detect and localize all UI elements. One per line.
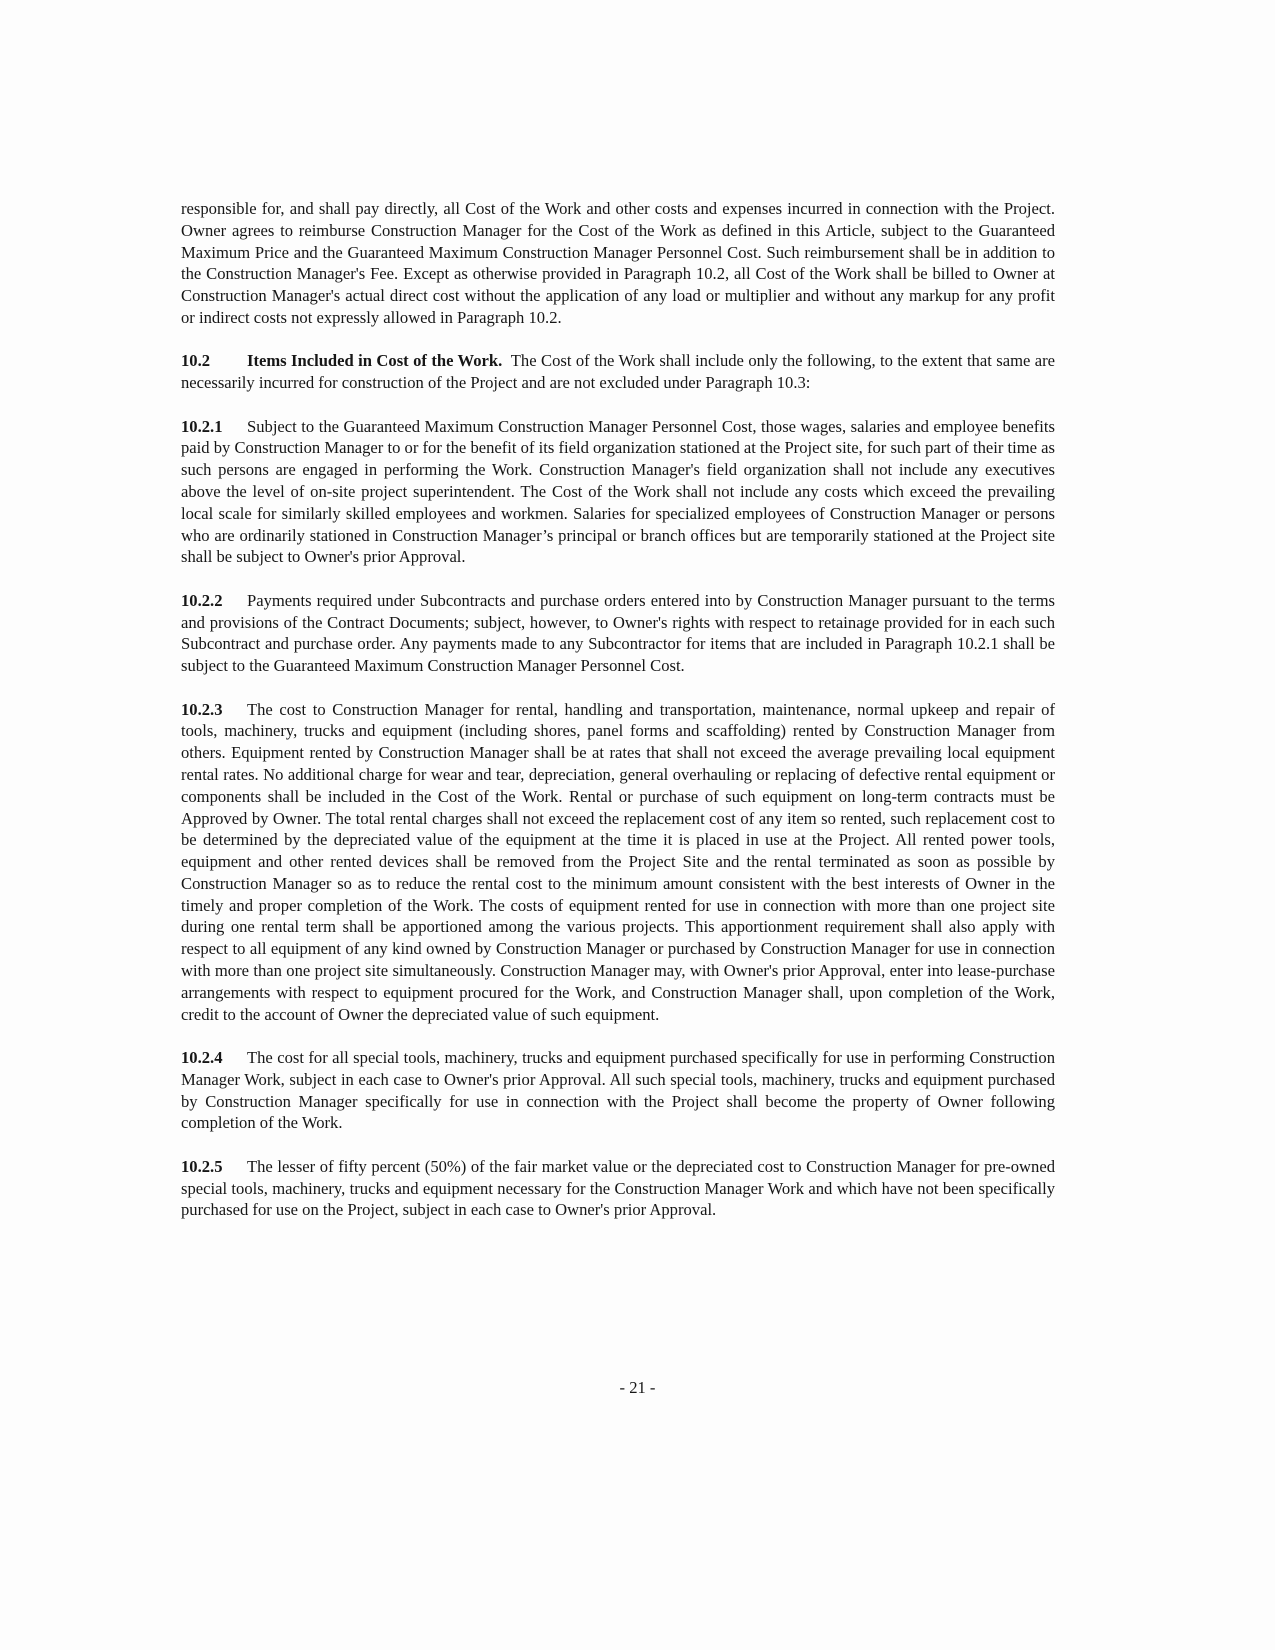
paragraph-10-2-2 xyxy=(181,590,1055,677)
paragraph-text: responsible for, and shall pay directly, all Cost of the Work and other costs and expenses incurred in connection with the Project. Owner agrees to reimburse Construction Manager for the Cost of the Work as defined in this Article, subject to the Guaranteed Maximum Price and the Guaranteed Maximum Construction Manager Personnel Cost. Such reimbursement shall be in addition to the Construction Manager's Fee. Except as otherwise provided in Paragraph 10.2, all Cost of the Work shall be billed to Owner at Construction Manager's actual direct cost without the application of any load or multiplier and without any markup for any profit or indirect costs not expressly allowed in Paragraph 10.2. xyxy=(181,199,1055,327)
paragraph-text: The lesser of fifty percent (50%) of the fair market value or the depreciated cost to Construction Manager for pre-owned special tools, machinery, trucks and equipment necessary for the Construction Manager Work and which have not been specifically purchased for use on the Project, subject in each case to Owner's prior Approval. xyxy=(181,1156,1055,1220)
paragraph-10-2-1 xyxy=(181,416,1055,569)
page-number: - 21 - xyxy=(619,1378,656,1397)
section-number: 10.2.4 xyxy=(181,1048,223,1068)
paragraph-10-2-4 xyxy=(181,1047,1055,1134)
section-number: 10.2.1 xyxy=(181,416,223,436)
paragraph-text: Subject to the Guaranteed Maximum Construction Manager Personnel Cost, those wages, salaries and employee benefits paid by Construction Manager to or for the benefit of its field organization stationed at the Project site, for such part of their time as such persons are engaged in performing the Work. Construction Manager's field organization shall not include any executives above the level of on-site project superintendent. The Cost of the Work shall not include any costs which exceed the prevailing local scale for similarly skilled employees and workmen. Salaries for specialized employees of Construction Manager or persons who are ordinarily stationed in Construction Manager’s principal or branch offices but are temporarily stationed at the Project site shall be subject to Owner's prior Approval. xyxy=(181,416,1055,567)
section-number: 10.2.3 xyxy=(181,699,223,719)
paragraph-10-2-3 xyxy=(181,699,1055,1026)
paragraph-text: The Cost of the Work shall include only the following, to the extent that same are necessarily incurred for construction of the Project and are not excluded under Paragraph 10.3: xyxy=(181,351,1056,393)
section-number: 10.2.5 xyxy=(181,1156,223,1176)
paragraph-text: The cost for all special tools, machinery, trucks and equipment purchased specifically for use in performing Construction Manager Work, subject in each case to Owner's prior Approval. All such special tools, machinery, trucks and equipment purchased by Construction Manager specifically for use in connection with the Project shall become the property of Owner following completion of the Work. xyxy=(181,1048,1055,1133)
paragraph-10-2-5 xyxy=(181,1156,1055,1221)
section-number: 10.2.2 xyxy=(181,590,223,610)
section-number: 10.2 xyxy=(181,351,211,371)
paragraph-10-2 xyxy=(181,350,1055,394)
document-body xyxy=(181,198,1055,1243)
paragraph-continuation xyxy=(181,198,1055,329)
section-heading: Items Included in Cost of the Work. xyxy=(247,351,503,371)
paragraph-text: The cost to Construction Manager for rental, handling and transportation, maintenance, normal upkeep and repair of tools, machinery, trucks and equipment (including shores, panel forms and scaffolding) rented by Construction Manager from others. Equipment rented by Construction Manager shall be at rates that shall not exceed the average prevailing local equipment rental rates. No additional charge for wear and tear, depreciation, general overhauling or replacing of defective rental equipment or components shall be included in the Cost of the Work. Rental or purchase of such equipment on long-term contracts must be Approved by Owner. The total rental charges shall not exceed the replacement cost of any item so rented, such replacement cost to be determined by the depreciated value of the equipment at the time it is placed in use at the Project. All rented power tools, equipment and other rented devices shall be removed from the Project Site and the rental terminated as soon as possible by Construction Manager so as to reduce the rental cost to the minimum amount consistent with the best interests of Owner in the timely and proper completion of the Work. The costs of equipment rented for use in connection with more than one project site during one rental term shall be apportioned among the various projects. This apportionment requirement shall also apply with respect to all equipment of any kind owned by Construction Manager or purchased by Construction Manager for use in connection with more than one project site simultaneously. Construction Manager may, with Owner's prior Approval, enter into lease-purchase arrangements with respect to equipment procured for the Work, and Construction Manager shall, upon completion of the Work, credit to the account of Owner the depreciated value of such equipment. xyxy=(181,699,1055,1024)
paragraph-text: Payments required under Subcontracts and purchase orders entered into by Construction Manager pursuant to the terms and provisions of the Contract Documents; subject, however, to Owner's rights with respect to retainage provided for in each such Subcontract and purchase order. Any payments made to any Subcontractor for items that are included in Paragraph 10.2.1 shall be subject to the Guaranteed Maximum Construction Manager Personnel Cost. xyxy=(181,590,1055,676)
